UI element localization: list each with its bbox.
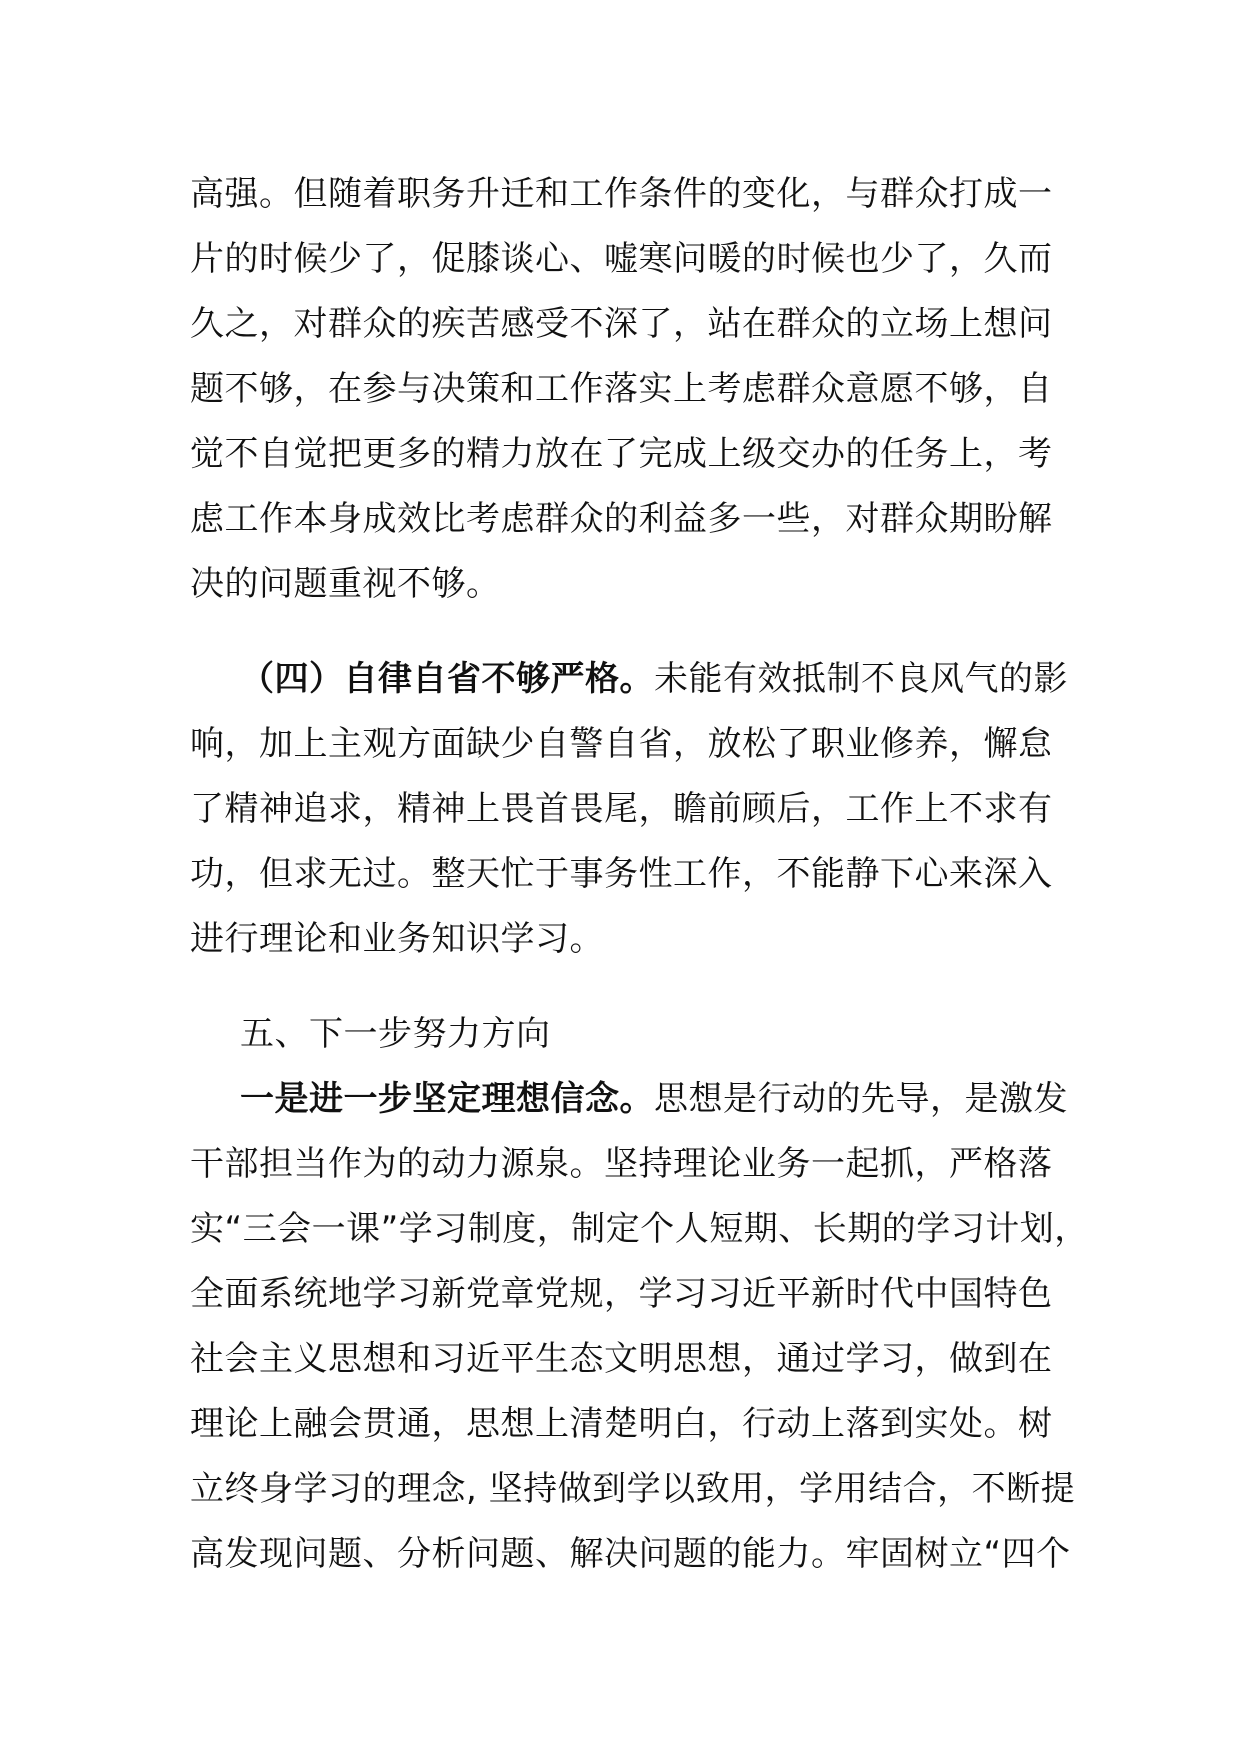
text-line: 立终身学习的理念, 坚持做到学以致用，学用结合，不断提: [190, 1469, 1076, 1509]
text-line: 决的问题重视不够。: [190, 564, 501, 604]
text-line: [190, 647, 1068, 712]
text-line: [190, 1067, 1068, 1132]
text-line: 社会主义思想和习近平生态文明思想，通过学习，做到在: [190, 1339, 1053, 1379]
text-line: 片的时候少了，促膝谈心、嘘寒问暖的时候也少了，久而: [190, 239, 1053, 279]
document-body: [190, 162, 1089, 1587]
section-heading-block: [190, 1002, 1050, 1067]
text-line: 响，加上主观方面缺少自警自省，放松了职业修养，懈怠: [190, 724, 1053, 764]
paragraph-heading: （四）自律自省不够严格。: [240, 659, 654, 699]
paragraph-self-discipline: [190, 647, 1068, 972]
paragraph-first-line-text: 未能有效抵制不良风气的影: [654, 659, 1068, 699]
text-line: 功，但求无过。整天忙于事务性工作，不能静下心来深入: [190, 854, 1053, 894]
text-line: 高强。但随着职务升迁和工作条件的变化，与群众打成一: [190, 174, 1053, 214]
text-line: 久之，对群众的疾苦感受不深了，站在群众的立场上想问: [190, 304, 1053, 344]
section-heading: 五、下一步努力方向: [240, 1014, 551, 1054]
text-line: 虑工作本身成效比考虑群众的利益多一些，对群众期盼解: [190, 499, 1053, 539]
text-line: 高发现问题、分析问题、解决问题的能力。牢固树立“四个: [190, 1534, 1071, 1574]
text-line: 实“三会一课”学习制度，制定个人短期、长期的学习计划，: [190, 1209, 1089, 1249]
text-line: 题不够，在参与决策和工作落实上考虑群众意愿不够，自: [190, 369, 1053, 409]
text-line: 了精神追求，精神上畏首畏尾，瞻前顾后，工作上不求有: [190, 789, 1053, 829]
paragraph-heading: 一是进一步坚定理想信念。: [240, 1079, 654, 1119]
paragraph-ideals: [190, 1067, 1089, 1587]
text-line: 进行理论和业务知识学习。: [190, 919, 604, 959]
text-line: 觉不自觉把更多的精力放在了完成上级交办的任务上，考: [190, 434, 1053, 474]
text-line: 全面系统地学习新党章党规，学习习近平新时代中国特色: [190, 1274, 1053, 1314]
paragraph-mass-line: [190, 162, 1053, 617]
text-line: 理论上融会贯通，思想上清楚明白，行动上落到实处。树: [190, 1404, 1053, 1444]
paragraph-first-line-text: 思想是行动的先导，是激发: [654, 1079, 1068, 1119]
text-line: 干部担当作为的动力源泉。坚持理论业务一起抓，严格落: [190, 1144, 1053, 1184]
